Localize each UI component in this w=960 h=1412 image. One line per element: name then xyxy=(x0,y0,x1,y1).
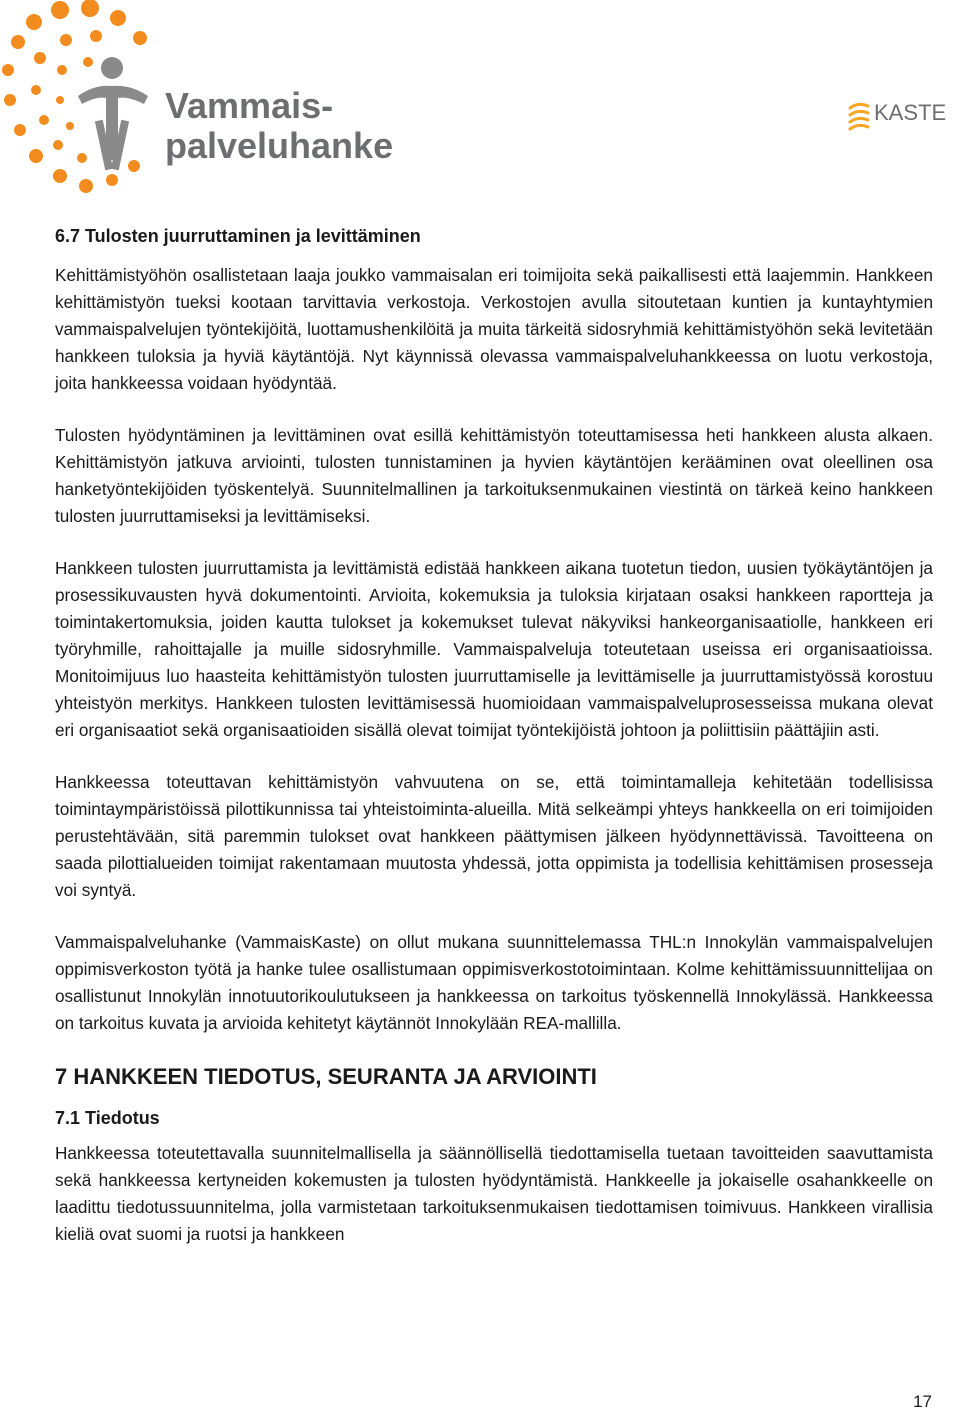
page-header xyxy=(0,0,960,200)
logo-text-line2: palveluhanke xyxy=(165,125,394,166)
section-6-7-heading: 6.7 Tulosten juurruttaminen ja levittäminen xyxy=(55,226,421,246)
section-7-1-paragraph-1: Hankkeessa toteutettavalla suunnitelmallisella ja säännöllisellä tiedottamisella tuetaan tavoitteiden saavuttamista sekä hankkeessa kertyneiden kokemusten ja tulosten hyödyntämistä. Hankkeelle ja jokaiselle osahankkeelle on laadittu tiedotussuunnitelma, jolla varmistetaan tarkoituksenmukaisen tiedottamisen toimivuus. Hankkeen virallisia kieliä ovat suomi ja ruotsi ja hankkeen xyxy=(55,1143,933,1244)
kaste-logo xyxy=(846,92,960,136)
page-number: 17 xyxy=(913,1392,932,1411)
section-6-7-paragraph-5: Vammaispalveluhanke (VammaisKaste) on ollut mukana suunnittelemassa THL:n Innokylän vammaispalvelujen oppimisverkoston työtä ja hanke tulee osallistumaan oppimisverkostotoimintaan. Kolme kehittämissuunnittelijaa on osallistunut Innokylän innotuutorikoulutukseen ja hankkeessa on tarkoitus työskennellä Innokylässä. Hankkeessa on tarkoitus kuvata ja arvioida kehitetyt käytännöt Innokylään REA-mallilla. xyxy=(55,932,933,1033)
kaste-logo-text: KASTE xyxy=(874,100,947,125)
logo-text-line1: Vammais- xyxy=(165,85,334,126)
section-6-7-paragraph-1: Kehittämistyöhön osallistetaan laaja joukko vammaisalan eri toimijoita sekä paikallisesti että laajemmin. Hankkeen kehittämistyön tueksi kootaan tarvittavia verkostoja. Verkostojen avulla sitoutetaan kuntien ja kuntayhtymien vammaispalvelujen työntekijöitä, luottamushenkilöitä ja muita tärkeitä sidosryhmiä kehittämistyöhön sekä levitetään hankkeen tuloksia ja hyviä käytäntöjä. Nyt käynnissä olevassa vammaispalveluhankkeessa on luotu verkostoja, joita hankkeessa voidaan hyödyntää. xyxy=(55,265,933,393)
section-6-7-paragraph-3: Hankkeen tulosten juurruttamista ja levittämistä edistää hankkeen aikana tuotetun tiedon, uusien työkäytäntöjen ja prosessikuvausten hyvä dokumentointi. Arvioita, kokemuksia ja tuloksia kirjataan osaksi hankkeen raportteja ja toimintakertomuksia, joiden kautta tulokset ja kokemukset tulevat näkyviksi hankeorganisaatiolle, hankkeen eri työryhmille, rahoittajalle ja muille sidosryhmille. Vammaispalveluja toteutetaan useissa eri organisaatioissa. Monitoimijuus luo haasteita kehittämistyön tulosten juurruttamiselle ja levittämiselle ja juurruttamistyössä korostuu yhteistyön merkitys. Hankkeen tulosten levittämisessä huomioidaan vammaispalveluprosesseissa mukana olevat eri organisaatiot sekä organisaatioiden sisällä olevat toimijat työntekijöistä johtoon ja poliittisiin päättäjiin asti. xyxy=(55,558,933,740)
document-body xyxy=(55,222,933,1273)
section-6-7-paragraph-2: Tulosten hyödyntäminen ja levittäminen ovat esillä kehittämistyön toteuttamisessa heti hankkeen alusta alkaen. Kehittämistyön jatkuva arviointi, tulosten tunnistaminen ja hyvien käytäntöjen kerääminen ovat oleellinen osa hanketyöntekijöiden työskentelyä. Suunnitelmallinen ja tarkoituksenmukainen viestintä on tärkeä keino hankkeen tulosten juurruttamiseksi ja levittämiseksi. xyxy=(55,425,933,526)
section-6-7-paragraph-4: Hankkeessa toteuttavan kehittämistyön vahvuutena on se, että toimintamalleja kehitetään todellisissa toimintaympäristöissä pilottikunnissa tai yhteistoiminta-alueilla. Mitä selkeämpi yhteys hankkeella on eri toimijoiden perustehtävään, sitä paremmin tulokset ovat hankkeen päättymisen jälkeen hyödynnettävissä. Tavoitteena on saada pilottialueiden toimijat rakentamaan muutosta yhdessä, jotta oppimista ja todellisia kehittämisen prosesseja voi syntyä. xyxy=(55,772,933,900)
section-7-1-heading: 7.1 Tiedotus xyxy=(55,1108,160,1128)
vammaispalveluhanke-logo xyxy=(0,0,420,200)
chapter-7-heading: 7 HANKKEEN TIEDOTUS, SEURANTA JA ARVIOINTI xyxy=(55,1064,597,1089)
